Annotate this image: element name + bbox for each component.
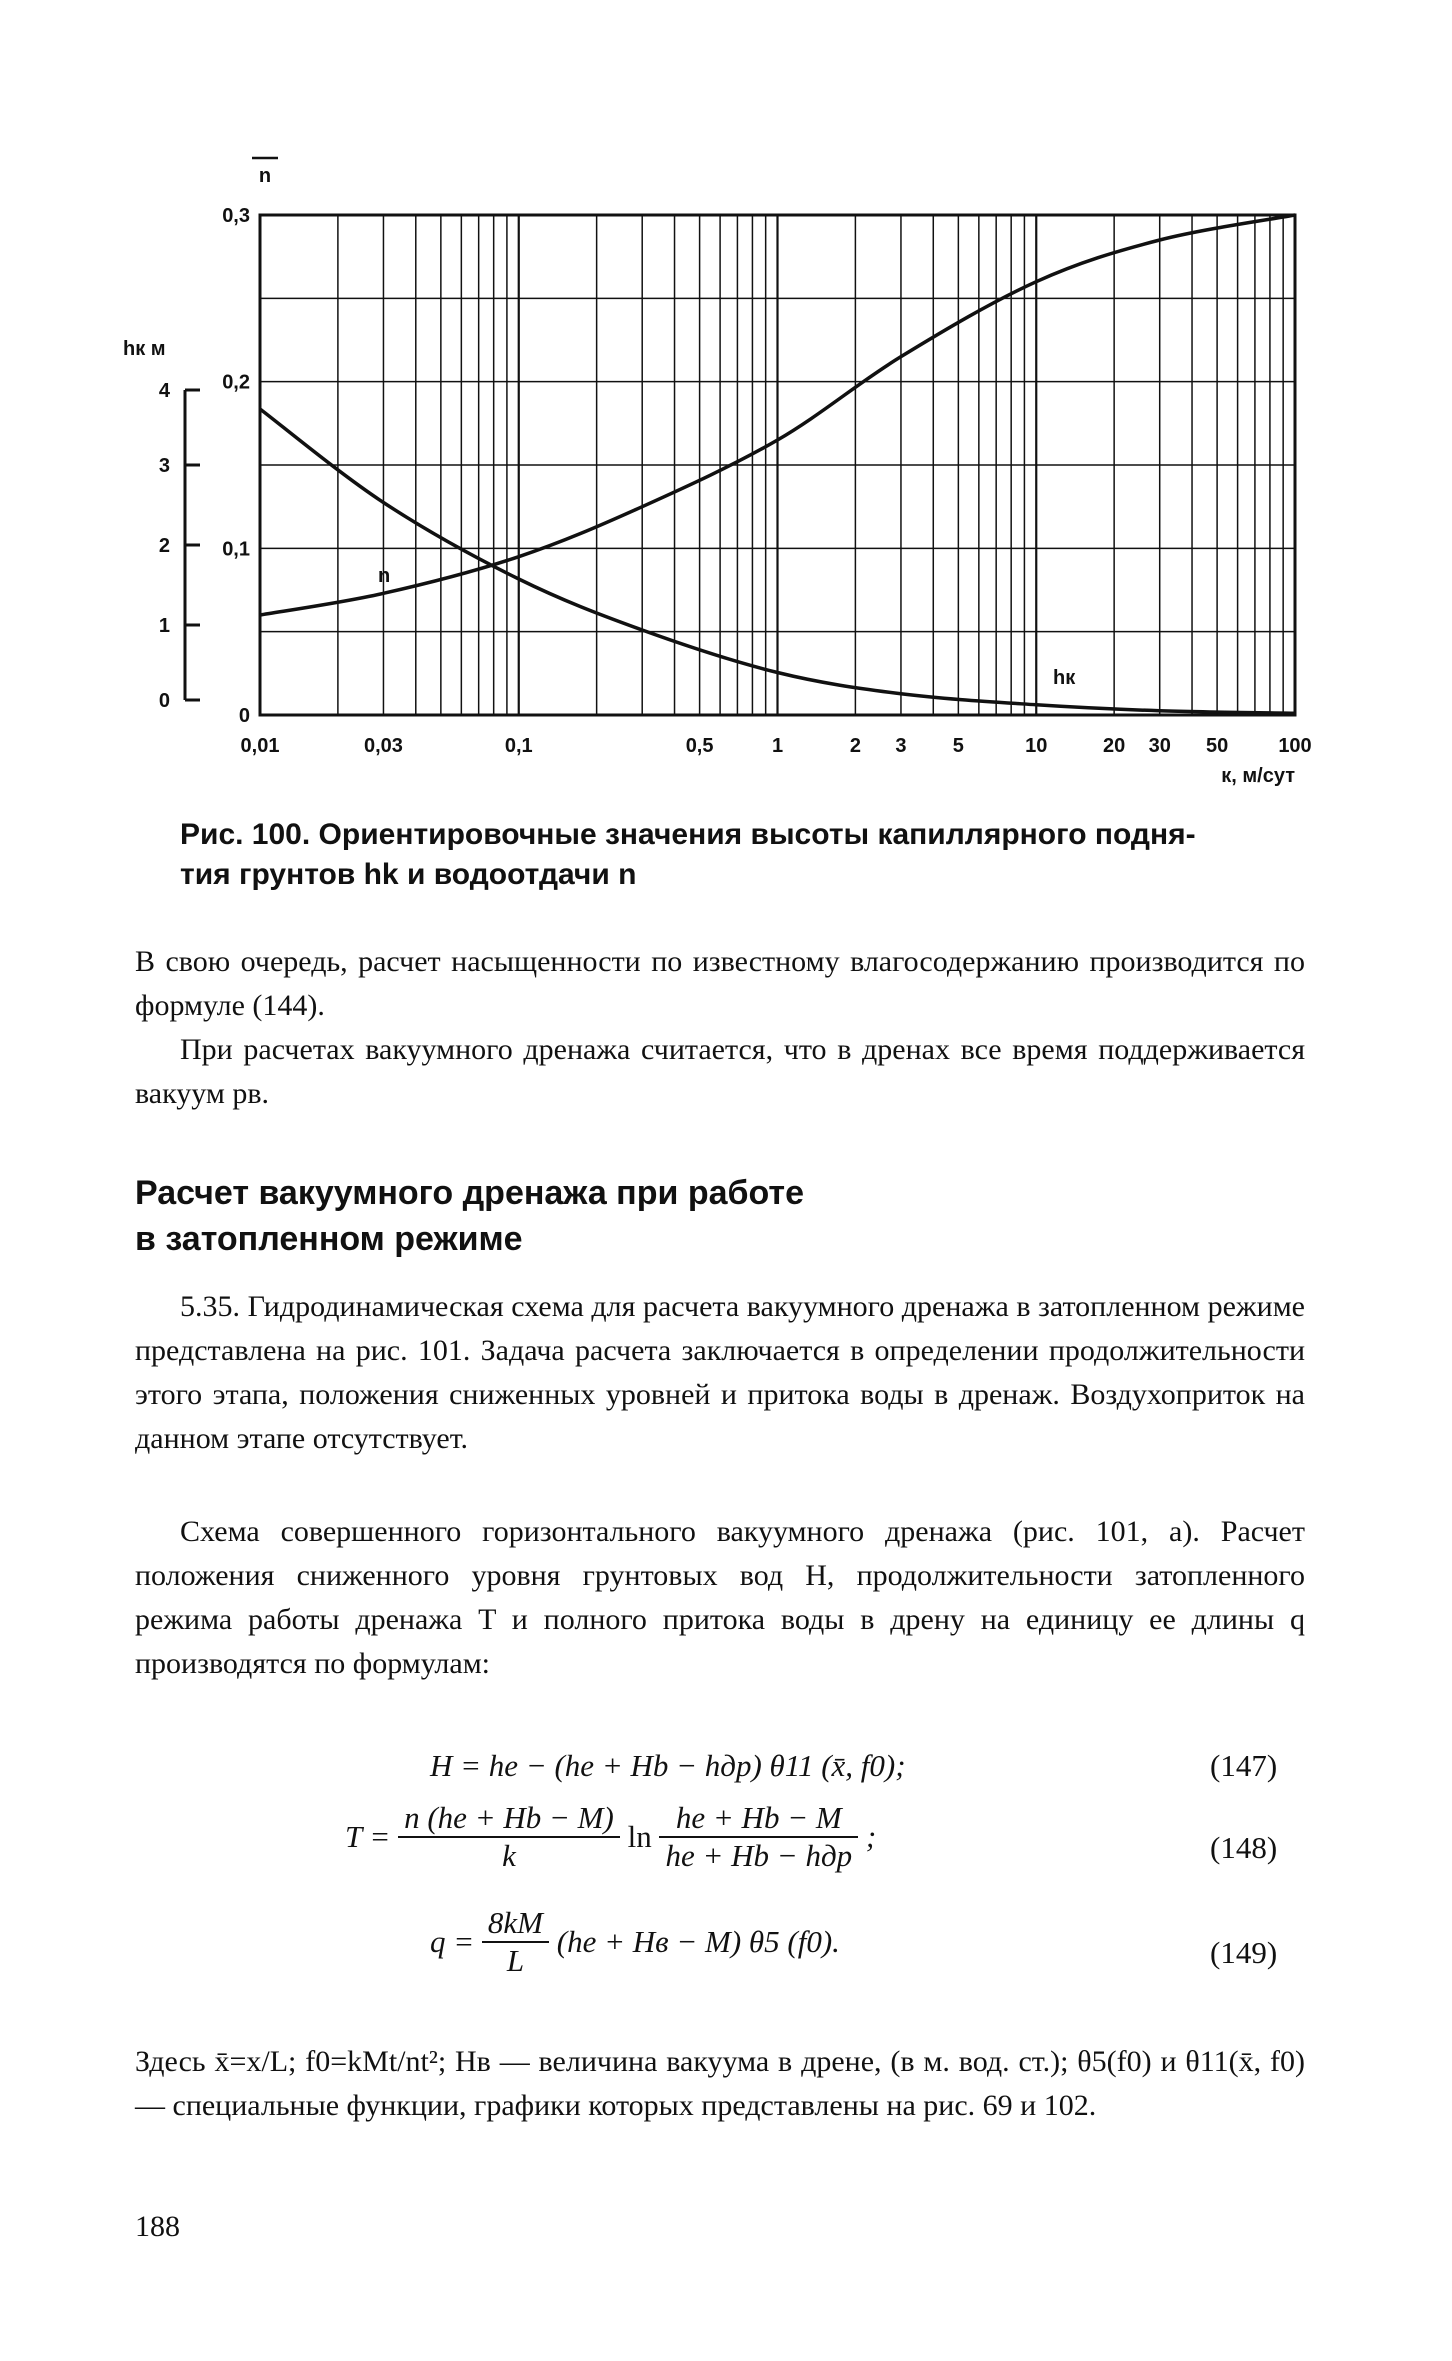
hk-axis-tick-label: 1 <box>158 615 170 637</box>
equation-148-denominator-1: k <box>502 1838 516 1873</box>
equation-148 <box>345 1800 876 1874</box>
chart-grid <box>260 215 1295 715</box>
paragraph-3: 5.35. Гидродинамическая схема для расчета вакуумного дренажа в затопленном режиме представлена на рис. 101. Задача расчета заключается в определении продолжительности этого этапа, положения сниженных уровней и притока воды в дренаж. Воздухоприток на данном этапе отсутствует. <box>135 1290 1305 1455</box>
equation-148-denominator-2: he + Hb − hдр <box>665 1838 853 1873</box>
n-axis-tick-label: 0,3 <box>222 205 250 227</box>
equation-149-lhs: q = <box>430 1924 475 1959</box>
equation-149-numerator: 8kM <box>482 1905 549 1943</box>
x-tick-label: 1 <box>771 735 784 757</box>
hk-axis-label: hк м <box>123 338 166 360</box>
x-tick-label: 30 <box>1148 735 1171 757</box>
equation-148-number: (148) <box>1210 1830 1278 1865</box>
n-axis-label: n <box>258 165 272 187</box>
equation-148-end: ; <box>865 1819 877 1854</box>
x-tick-label: 10 <box>1025 735 1048 757</box>
equation-149-rest: (he + Hв − M) θ5 (f0). <box>556 1924 840 1959</box>
series-label-n: n <box>378 565 391 587</box>
n-axis-tick-label: 0 <box>238 705 250 727</box>
equation-147: H = he − (he + Hb − hдр) θ11 (x̄, f0); <box>430 1748 906 1783</box>
n-axis-tick-label: 0,2 <box>222 371 250 394</box>
x-tick-label: 5 <box>952 735 964 757</box>
section-heading: Расчет вакуумного дренажа при работе в затопленном режиме <box>135 1174 804 1258</box>
x-tick-label: 0,5 <box>685 735 714 757</box>
x-tick-label: 100 <box>1278 735 1312 757</box>
equation-148-ln: ln <box>627 1819 652 1854</box>
equation-149 <box>430 1905 840 1979</box>
equation-149-number: (149) <box>1210 1935 1278 1970</box>
paragraph-5: Здесь x̄=x/L; f0=kMt/nt²; Hв — величина вакуума в дрене, (в м. вод. ст.); θ5(f0) и θ11(x̄, f0) — специальные функции, графики которых представлены на рис. 69 и 102. <box>135 2045 1305 2122</box>
equation-147-number: (147) <box>1210 1748 1278 1783</box>
hk-axis-tick-label: 0 <box>158 690 170 712</box>
series-label-hk: hк <box>1053 667 1076 689</box>
x-tick-label: 0,03 <box>363 735 403 757</box>
figure-caption: Рис. 100. Ориентировочные значения высоты капиллярного подня- тия грунтов hk и водоотдачи n <box>180 818 1196 891</box>
equation-149-fraction <box>482 1905 549 1979</box>
equation-149-denominator: L <box>506 1943 525 1978</box>
equation-148-fraction-1 <box>398 1800 620 1874</box>
x-tick-label: 0,01 <box>240 735 280 757</box>
equation-148-numerator-2: he + Hb − M <box>659 1800 858 1838</box>
n-axis-tick-label: 0,1 <box>222 538 250 561</box>
page-number: 188 <box>135 2210 180 2243</box>
equation-148-numerator-1: n (he + Hb − M) <box>398 1800 620 1838</box>
x-tick-label: 3 <box>895 735 907 757</box>
x-tick-label: 2 <box>849 735 861 757</box>
figure-chart <box>0 0 1452 800</box>
hk-axis-tick-label: 3 <box>158 455 170 477</box>
paragraph-4: Схема совершенного горизонтального вакуумного дренажа (рис. 101, а). Расчет положения сниженного уровня грунтовых вод H, продолжительности затопленного режима работы дренажа T и полного притока воды в дрену на единицу ее длины q производятся по формулам: <box>135 1515 1305 1680</box>
x-tick-label: 20 <box>1103 735 1126 757</box>
paragraph-2: При расчетах вакуумного дренажа считается, что в дренах все время поддерживается вакуум pв. <box>135 1033 1305 1110</box>
equation-148-lhs: T = <box>345 1819 391 1854</box>
x-axis-label: к, м/сут <box>1221 765 1295 787</box>
hk-axis-tick-label: 4 <box>158 380 170 402</box>
x-tick-label: 50 <box>1205 735 1229 757</box>
equation-148-fraction-2 <box>659 1800 858 1874</box>
paragraph-1: В свою очередь, расчет насыщенности по известному влагосодержанию производится по формуле (144). <box>135 945 1305 1022</box>
hk-axis-tick-label: 2 <box>158 535 170 557</box>
x-tick-label: 0,1 <box>504 735 533 757</box>
